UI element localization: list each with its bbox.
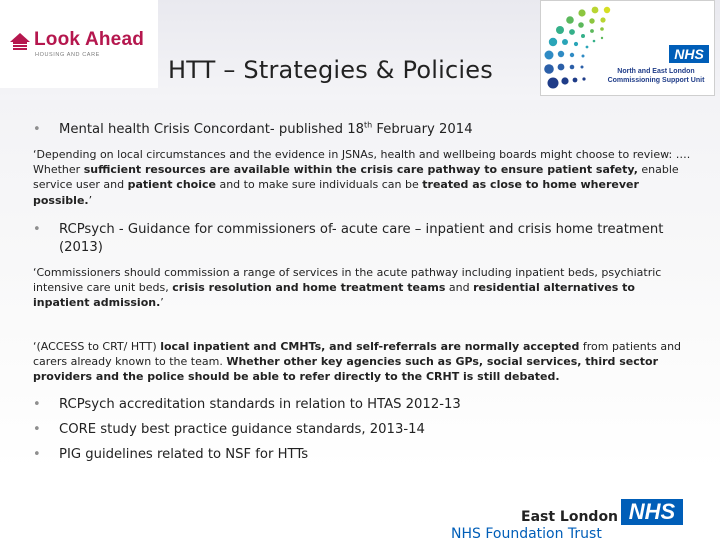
nhs-foundation-trust-label: NHS Foundation Trust [451, 526, 602, 540]
bullet-concordat [33, 121, 693, 139]
nel-csu-name-line2: Commissioning Support Unit [607, 77, 705, 84]
look-ahead-mark-icon [9, 32, 31, 52]
bullet-text: RCPsych accreditation standards in relation to HTAS 2012-13 [59, 397, 461, 412]
bullet-marker: • [33, 422, 41, 437]
look-ahead-logo [0, 0, 158, 88]
east-london-nhs-badge [621, 499, 683, 525]
look-ahead-tagline: HOUSING AND CARE [35, 52, 100, 58]
east-london-name: East London [521, 509, 619, 525]
bullet-marker: • [33, 122, 41, 137]
east-london-nhs-badge-label: NHS [628, 499, 676, 524]
bullet-core-study [33, 421, 693, 439]
bullet-text: CORE study best practice guidance standards, 2013-14 [59, 422, 425, 437]
quote-commissioners: ‘Commissioners should commission a range of services in the acute pathway including inpatient beds, psychiatric intensive care unit beds, crisis resolution and home treatment teams and residential alternatives to inpatient admission.’ [33, 266, 662, 310]
quote-concordat: ‘Depending on local circumstances and the evidence in JSNAs, health and wellbeing boards might choose to review: …. Whether sufficient resources are available within the crisis care pathway to ensure patient safety, enable service user and patient choice and to make sure individuals can be treated as close to home wherever possible.’ [33, 148, 691, 207]
bullet-marker: • [33, 397, 41, 412]
quote-access: ‘(ACCESS to CRT/ HTT) local inpatient and CMHTs, and self-referrals are normally accepted from patients and carers already known to the team. Whether other key agencies such as GPs, social services, third sector providers and the police should be able to refer directly to the CRHT is still debated. [33, 340, 682, 384]
nel-csu-name-line1: North and East London [617, 68, 695, 75]
bullet-marker: • [33, 447, 41, 462]
page-title: HTT – Strategies & Policies [168, 56, 493, 84]
bullet-pig [33, 446, 693, 464]
bullet-text: PIG guidelines related to NSF for HTTs [59, 447, 309, 462]
nel-nhs-badge-label: NHS [674, 46, 704, 62]
bullet-text: RCPsych - Guidance for commissioners of- acute care – inpatient and crisis home treatment (2013) [59, 222, 664, 255]
bullet-rcpsych-guidance [33, 221, 683, 257]
bullet-accreditation [33, 396, 693, 414]
bullet-marker: • [33, 222, 41, 237]
nel-csu-logo [540, 0, 715, 96]
bullet-text: Mental health Crisis Concordant- published 18th February 2014 [59, 120, 473, 137]
nel-csu-name [599, 67, 713, 85]
nel-nhs-badge [669, 45, 709, 63]
look-ahead-name: Look Ahead [34, 29, 145, 50]
footer [0, 470, 720, 540]
